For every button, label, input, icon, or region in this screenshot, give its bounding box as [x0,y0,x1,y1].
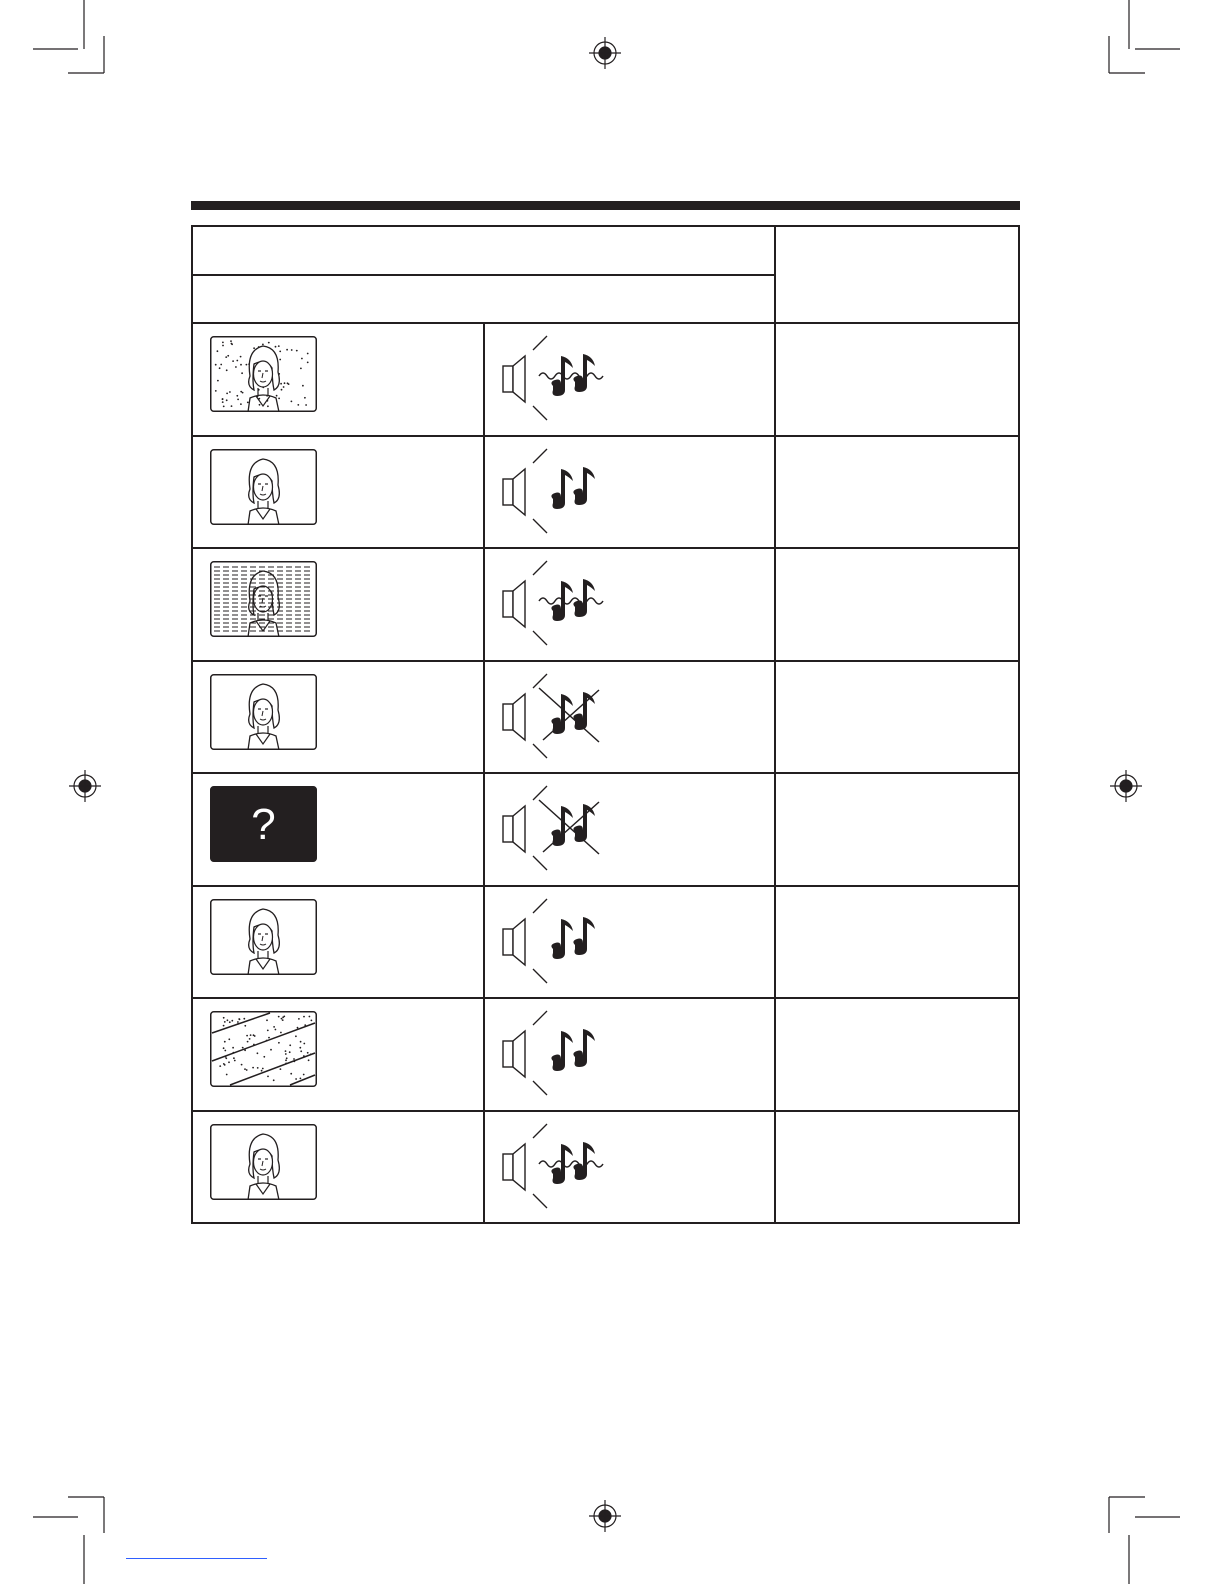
tv-screen-normal-icon [210,449,317,525]
speaker-noisy-icon [499,334,611,422]
header-check [776,227,1018,324]
sound-cell [485,549,776,660]
check-cell [776,999,1018,1110]
footer-link-underline [126,1558,267,1559]
sound-cell [485,1112,776,1225]
check-cell [776,437,1018,548]
picture-cell [193,774,485,885]
header-divider [193,274,776,276]
table-row [193,774,1018,887]
tv-screen-normal-icon [210,674,317,750]
tv-screen-no-picture-icon [210,786,317,862]
check-cell [776,662,1018,773]
speaker-muted-icon [499,672,611,760]
registration-mark-top [589,37,621,69]
table-row [193,662,1018,775]
speaker-normal-icon [499,1009,611,1097]
check-cell [776,774,1018,885]
picture-cell [193,549,485,660]
check-cell [776,549,1018,660]
sound-cell [485,999,776,1110]
registration-mark-bottom [589,1500,621,1532]
sound-cell [485,662,776,773]
table-row [193,437,1018,550]
tv-screen-ghost-lines-icon [210,561,317,637]
sound-cell [485,324,776,435]
speaker-noisy-icon [499,559,611,647]
troubleshooting-table [191,225,1020,1224]
speaker-normal-icon [499,897,611,985]
registration-mark-right [1110,770,1142,802]
speaker-noisy-icon [499,1122,611,1210]
table-row [193,887,1018,1000]
sound-cell [485,887,776,998]
header-symptoms [193,227,776,324]
sound-cell [485,437,776,548]
table-row [193,549,1018,662]
speaker-muted-icon [499,784,611,872]
section-title-rule [191,201,1020,210]
picture-cell [193,437,485,548]
picture-cell [193,887,485,998]
tv-screen-snow-noise-icon [210,336,317,412]
speaker-normal-icon [499,447,611,535]
table-row [193,999,1018,1112]
check-cell [776,887,1018,998]
tv-screen-normal-icon [210,899,317,975]
table-row [193,324,1018,437]
picture-cell [193,662,485,773]
picture-cell [193,999,485,1110]
table-row [193,1112,1018,1225]
picture-cell [193,324,485,435]
picture-cell [193,1112,485,1225]
svg-text:?: ? [251,800,276,849]
sound-cell [485,774,776,885]
check-cell [776,324,1018,435]
registration-mark-left [69,770,101,802]
tv-screen-diagonal-interference-icon [210,1011,317,1087]
tv-screen-normal-icon [210,1124,317,1200]
check-cell [776,1112,1018,1225]
